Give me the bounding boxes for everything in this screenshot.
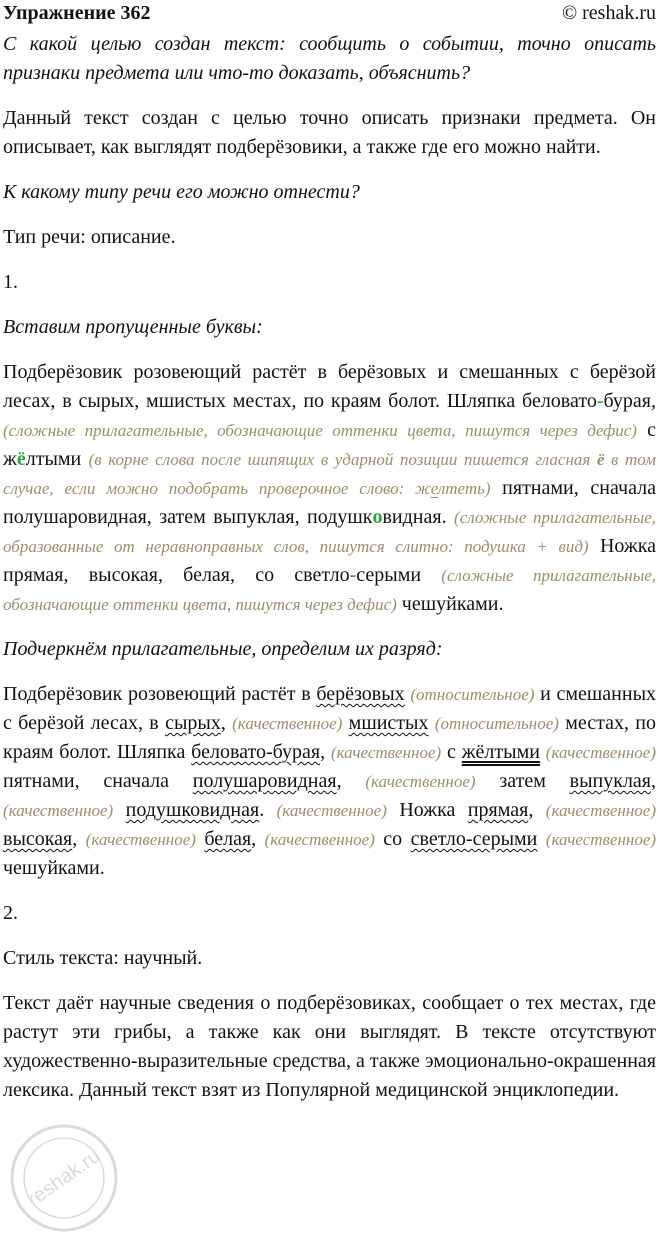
text-fragment: Ножка	[386, 799, 468, 821]
inserted-letter: -	[596, 390, 604, 412]
answer-purpose: Данный текст создан с целью точно описать признаки предмета. Он описывает, как выглядят подберёзовики, а также где его можно найти.	[3, 107, 656, 158]
text-fragment: чешуйками.	[3, 857, 105, 879]
rule-note-underlined-letter: е	[430, 479, 438, 498]
watermark-inner-ring	[24, 1138, 104, 1218]
adjective: выпуклая	[569, 770, 651, 792]
text-fragment: ,	[251, 828, 265, 850]
section-number-1: 1.	[3, 271, 18, 293]
adjective: белая	[204, 828, 252, 850]
text-fragment: серыми	[356, 564, 442, 586]
solution-page	[3, 0, 656, 1121]
header	[3, 0, 656, 30]
adjective-category: (относительное)	[434, 714, 559, 733]
answer-style-explanation: Текст даёт научные сведения о подберёзовиках, сообщает о тех местах, где растут эти грибы, а также как они выглядят. В тексте отсутствуют художественно-выразительные средства, а также эмоционально-окрашенная лексика. Данный текст взят из Популярной медицинской энциклопедии.	[3, 992, 656, 1101]
watermark-stamp	[4, 1118, 124, 1238]
rule-note-part: в том случае, если можно подобрать проверочное слово: ж	[3, 450, 656, 498]
adjective: прямая	[467, 799, 529, 821]
text-fragment: Подберёзовик розовеющий растёт в берёзовых и смешанных с берёзой лесах, в сырых, мшистых местах, по краям болот. Шляпка беловато	[3, 361, 656, 412]
task-insert-letters: Вставим пропущенные буквы:	[3, 316, 263, 338]
adjective: полушаровидная	[192, 770, 337, 792]
adjective: сырых	[165, 712, 221, 734]
adjective-category: (качественное)	[545, 801, 656, 820]
text-fragment: пятнами, сначала полушаровидная, затем выпуклая, подушк	[3, 477, 656, 528]
adjective-category: (качественное)	[232, 714, 343, 733]
text-fragment: и смешанных с берёзой лесах, в	[3, 683, 657, 734]
text-with-adjectives	[3, 680, 656, 883]
text-fragment: ,	[651, 770, 656, 792]
question-purpose: С какой целью создан текст: сообщить о событии, точно описать признаки предмета или что-то доказать, объяснить?	[3, 33, 656, 84]
task-underline-adjectives: Подчеркнём прилагательные, определим их разряд:	[3, 638, 443, 660]
inserted-letter: -	[349, 564, 357, 586]
text-fragment: ,	[528, 799, 546, 821]
rule-note: (сложные прилагательные, образованные от неравноправных слов, пишутся слитно: подушка + вид)	[3, 508, 656, 556]
text-fragment: ,	[72, 828, 86, 850]
adjective-category: (качественное)	[264, 830, 375, 849]
adjective-category: (качественное)	[330, 743, 442, 762]
adjective-category: (качественное)	[545, 830, 657, 849]
text-fragment: со	[374, 828, 411, 850]
text-fragment: чешуйками.	[396, 593, 504, 615]
rule-note: (сложные прилагательные, обозначающие оттенки цвета, пишутся через дефис)	[3, 566, 657, 614]
adjective: светло-серыми	[410, 828, 538, 850]
text-fragment: Подберёзовик розовеющий растёт в	[3, 683, 317, 705]
text-fragment: ,	[220, 712, 233, 734]
text-fragment: ,	[336, 770, 366, 792]
adjective: высокая	[3, 828, 73, 850]
adjective: мшистых	[348, 712, 429, 734]
text-fragment: .	[259, 799, 277, 821]
answer-style: Стиль текста: научный.	[3, 947, 203, 969]
adjective: подушковидная	[125, 799, 260, 821]
exercise-title: Упражнение 362	[3, 2, 151, 24]
source-label: © reshak.ru	[561, 2, 656, 24]
text-fragment: ,	[320, 741, 331, 763]
text-fragment: лтыми	[25, 448, 89, 470]
watermark-text: reshak.ru	[23, 1145, 105, 1211]
watermark-ring	[12, 1126, 116, 1230]
adjective-category: (качественное)	[365, 772, 476, 791]
text-fragment: пятнами, сначала	[3, 770, 193, 792]
adjective-category: (относительное)	[410, 685, 535, 704]
inserted-letter: ё	[16, 448, 26, 470]
text-fragment: видная.	[382, 506, 455, 528]
rule-note-part: лтеть)	[437, 479, 491, 498]
answer-speech-type: Тип речи: описание.	[3, 226, 176, 248]
section-number-2: 2.	[3, 902, 18, 924]
question-speech-type: К какому типу речи его можно отнести?	[3, 181, 360, 203]
text-fragment: местах, по краям болот. Шляпка	[3, 712, 657, 763]
text-fragment: Ножка прямая, высокая, белая, со светло	[3, 535, 657, 586]
adjective: беловато-бурая	[191, 741, 321, 763]
adjective-category: (качественное)	[545, 743, 656, 762]
rule-note-part: (в корне слова после шипящих в ударной позиции пишется гласная	[88, 450, 597, 469]
inserted-letter: о	[372, 506, 383, 528]
text-fragment: затем	[475, 770, 570, 792]
adjective-category: (качественное)	[85, 830, 196, 849]
text-fragment: с ж	[3, 419, 656, 470]
text-with-inserted-letters	[3, 358, 656, 619]
text-fragment: с	[441, 741, 462, 763]
rule-note: (сложные прилагательные, обозначающие оттенки цвета, пишутся через дефис)	[3, 421, 637, 440]
text-fragment: бурая,	[603, 390, 656, 412]
adjective-category: (качественное)	[3, 801, 114, 820]
rule-note-letter: ё	[596, 450, 605, 469]
adjective: берёзовых	[316, 683, 405, 705]
adjective: жёлтыми	[461, 741, 540, 763]
adjective-category: (качественное)	[276, 801, 387, 820]
